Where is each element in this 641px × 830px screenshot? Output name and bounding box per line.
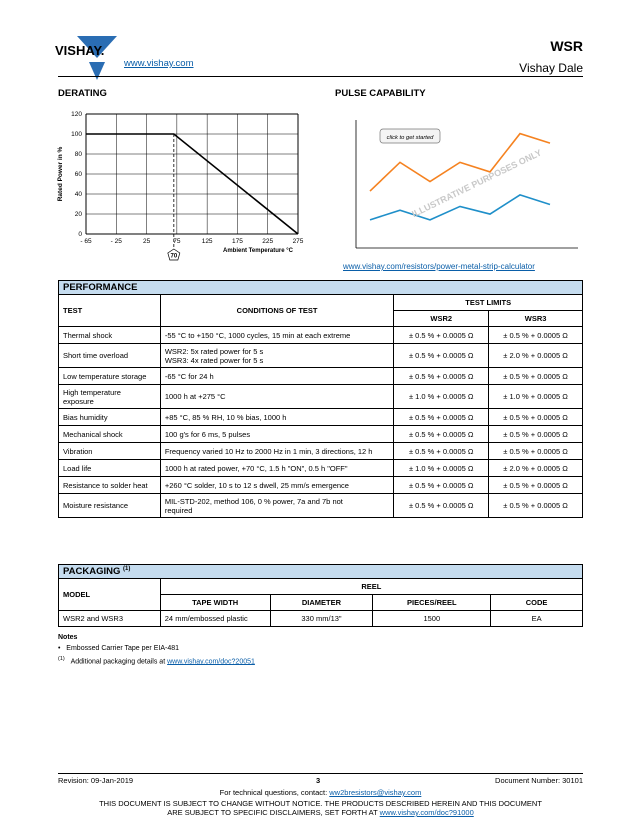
col-test-limits: TEST LIMITS bbox=[394, 295, 583, 311]
tech-email-link[interactable]: ww2bresistors@vishay.com bbox=[329, 788, 422, 797]
wsr3-limit: ± 0.5 % + 0.0005 Ω bbox=[489, 409, 583, 426]
disclaimer-link[interactable]: www.vishay.com/doc?91000 bbox=[379, 808, 474, 817]
y-tick-label: 100 bbox=[71, 131, 82, 138]
table-row bbox=[59, 426, 583, 443]
notes bbox=[58, 632, 255, 667]
tech-contact: For technical questions, contact: ww2bresistors@vishay.com bbox=[219, 788, 422, 797]
model-title: WSR bbox=[550, 38, 583, 54]
pulse-watermark: ILLUSTRATIVE PURPOSES ONLY bbox=[410, 147, 544, 220]
y-tick-label: 0 bbox=[78, 231, 82, 238]
notes-heading: Notes bbox=[58, 634, 78, 641]
wsr2-limit: ± 0.5 % + 0.0005 Ω bbox=[394, 477, 489, 494]
derating-chart bbox=[52, 104, 312, 264]
test-conditions: WSR2: 5x rated power for 5 s WSR3: 4x rated power for 5 s bbox=[160, 344, 393, 368]
test-name: Moisture resistance bbox=[59, 494, 161, 518]
test-name: Bias humidity bbox=[59, 409, 161, 426]
table-row bbox=[59, 460, 583, 477]
wsr3-limit: ± 0.5 % + 0.0005 Ω bbox=[489, 368, 583, 385]
get-started-button[interactable] bbox=[380, 129, 440, 143]
wsr2-limit: ± 0.5 % + 0.0005 Ω bbox=[394, 327, 489, 344]
disclaimer-line-1: THIS DOCUMENT IS SUBJECT TO CHANGE WITHOUT NOTICE. THE PRODUCTS DESCRIBED HEREIN AND THIS DOCUMENT bbox=[99, 799, 542, 808]
website-link[interactable]: www.vishay.com bbox=[124, 58, 194, 69]
derating-y-ticks bbox=[71, 111, 82, 238]
y-tick-label: 120 bbox=[71, 111, 82, 118]
manufacturer-name: Vishay Dale bbox=[519, 61, 583, 75]
col-diameter: DIAMETER bbox=[270, 595, 373, 611]
document-number: Document Number: 30101 bbox=[495, 776, 583, 785]
pulse-chart[interactable] bbox=[350, 114, 582, 252]
test-conditions: 100 g's for 6 ms, 5 pulses bbox=[160, 426, 393, 443]
get-started-label: click to get started bbox=[386, 135, 434, 141]
col-conditions: CONDITIONS OF TEST bbox=[160, 295, 393, 327]
disclaimer-line-2: ARE SUBJECT TO SPECIFIC DISCLAIMERS, SET FORTH AT www.vishay.com/doc?91000 bbox=[167, 808, 474, 817]
performance-title: PERFORMANCE bbox=[59, 281, 583, 295]
derating-knee-label: 70 bbox=[170, 253, 178, 260]
wsr2-limit: ± 0.5 % + 0.0005 Ω bbox=[394, 443, 489, 460]
wsr2-limit: ± 0.5 % + 0.0005 Ω bbox=[394, 368, 489, 385]
logo-text: VISHAY. bbox=[55, 43, 105, 58]
table-row bbox=[59, 494, 583, 518]
revision: Revision: 09-Jan-2019 bbox=[58, 776, 134, 785]
test-conditions: -55 °C to +150 °C, 1000 cycles, 15 min at each extreme bbox=[160, 327, 393, 344]
col-wsr2: WSR2 bbox=[394, 311, 489, 327]
table-row bbox=[59, 409, 583, 426]
wsr2-limit: ± 1.0 % + 0.0005 Ω bbox=[394, 460, 489, 477]
wsr2-limit: ± 0.5 % + 0.0005 Ω bbox=[394, 494, 489, 518]
test-conditions: -65 °C for 24 h bbox=[160, 368, 393, 385]
wsr3-limit: ± 0.5 % + 0.0005 Ω bbox=[489, 443, 583, 460]
col-test: TEST bbox=[59, 295, 161, 327]
pulse-series-2 bbox=[370, 195, 550, 220]
table-row bbox=[59, 443, 583, 460]
note-1: $^{(1)}$ Additional packaging details at www.vishay.com/doc?20051 bbox=[58, 656, 255, 666]
pulse-title: PULSE CAPABILITY bbox=[335, 88, 426, 99]
wsr2-limit: ± 0.5 % + 0.0005 Ω bbox=[394, 344, 489, 368]
table-row bbox=[59, 385, 583, 409]
test-conditions: 1000 h at +275 °C bbox=[160, 385, 393, 409]
calculator-link[interactable]: www.vishay.com/resistors/power-metal-strip-calculator bbox=[343, 262, 535, 271]
wsr2-limit: ± 0.5 % + 0.0005 Ω bbox=[394, 409, 489, 426]
col-reel: REEL bbox=[160, 579, 582, 595]
col-tape-width: TAPE WIDTH bbox=[160, 595, 270, 611]
test-name: Resistance to solder heat bbox=[59, 477, 161, 494]
packaging-table bbox=[58, 564, 583, 627]
x-tick-label: 125 bbox=[201, 238, 213, 245]
test-name: Load life bbox=[59, 460, 161, 477]
test-conditions: MIL-STD-202, method 106, 0 % power, 7a and 7b not required bbox=[160, 494, 393, 518]
col-model: MODEL bbox=[59, 579, 161, 611]
derating-title: DERATING bbox=[58, 88, 107, 99]
col-pieces: PIECES/REEL bbox=[373, 595, 491, 611]
wsr3-limit: ± 0.5 % + 0.0005 Ω bbox=[489, 327, 583, 344]
test-name: Thermal shock bbox=[59, 327, 161, 344]
note-1-link[interactable]: www.vishay.com/doc?20051 bbox=[167, 658, 255, 666]
vishay-logo bbox=[55, 36, 125, 80]
test-conditions: Frequency varied 10 Hz to 2000 Hz in 1 min, 3 directions, 12 h bbox=[160, 443, 393, 460]
test-conditions: +85 °C, 85 % RH, 10 % bias, 1000 h bbox=[160, 409, 393, 426]
x-tick-label: 275 bbox=[292, 238, 304, 245]
derating-y-label: Rated Power in % bbox=[57, 146, 64, 202]
derating-x-ticks bbox=[80, 238, 303, 245]
note-bullet: • Embossed Carrier Tape per EIA-481 bbox=[58, 645, 180, 652]
test-conditions: 1000 h at rated power, +70 °C, 1.5 h "ON", 0.5 h "OFF" bbox=[160, 460, 393, 477]
wsr3-limit: ± 0.5 % + 0.0005 Ω bbox=[489, 494, 583, 518]
table-row bbox=[59, 344, 583, 368]
y-tick-label: 80 bbox=[74, 151, 82, 158]
x-tick-label: - 25 bbox=[110, 238, 122, 245]
header-divider bbox=[58, 76, 583, 77]
y-tick-label: 40 bbox=[74, 191, 82, 198]
derating-x-label: Ambient Temperature °C bbox=[223, 248, 293, 254]
footer-divider bbox=[58, 773, 583, 774]
wsr3-limit: ± 2.0 % + 0.0005 Ω bbox=[489, 344, 583, 368]
x-tick-label: 25 bbox=[142, 238, 151, 245]
test-name: Vibration bbox=[59, 443, 161, 460]
table-row bbox=[59, 368, 583, 385]
y-tick-label: 60 bbox=[74, 171, 82, 178]
page-number: 3 bbox=[316, 776, 321, 785]
x-tick-label: 225 bbox=[262, 238, 274, 245]
wsr3-limit: ± 0.5 % + 0.0005 Ω bbox=[489, 426, 583, 443]
x-tick-label: 175 bbox=[231, 238, 243, 245]
wsr3-limit: ± 2.0 % + 0.0005 Ω bbox=[489, 460, 583, 477]
wsr3-limit: ± 0.5 % + 0.0005 Ω bbox=[489, 477, 583, 494]
wsr3-limit: ± 1.0 % + 0.0005 Ω bbox=[489, 385, 583, 409]
test-name: Mechanical shock bbox=[59, 426, 161, 443]
x-tick-label: - 65 bbox=[80, 238, 92, 245]
table-row bbox=[59, 327, 583, 344]
table-row bbox=[59, 477, 583, 494]
test-conditions: +260 °C solder, 10 s to 12 s dwell, 25 mm/s emergence bbox=[160, 477, 393, 494]
derating-grid bbox=[86, 114, 298, 234]
pulse-series bbox=[370, 134, 550, 220]
col-wsr3: WSR3 bbox=[489, 311, 583, 327]
wsr2-limit: ± 0.5 % + 0.0005 Ω bbox=[394, 426, 489, 443]
col-code: CODE bbox=[491, 595, 583, 611]
y-tick-label: 20 bbox=[74, 211, 82, 218]
packaging-title: PACKAGING $^{(1)}$ bbox=[59, 565, 583, 579]
wsr2-limit: ± 1.0 % + 0.0005 Ω bbox=[394, 385, 489, 409]
performance-table bbox=[58, 280, 583, 518]
x-tick-label: 75 bbox=[173, 238, 181, 245]
test-name: Low temperature storage bbox=[59, 368, 161, 385]
test-name: High temperature exposure bbox=[59, 385, 161, 409]
derating-curve bbox=[86, 134, 298, 234]
test-name: Short time overload bbox=[59, 344, 161, 368]
table-row: WSR2 and WSR3 24 mm/embossed plastic 330 mm/13" 1500 EA bbox=[59, 611, 583, 627]
